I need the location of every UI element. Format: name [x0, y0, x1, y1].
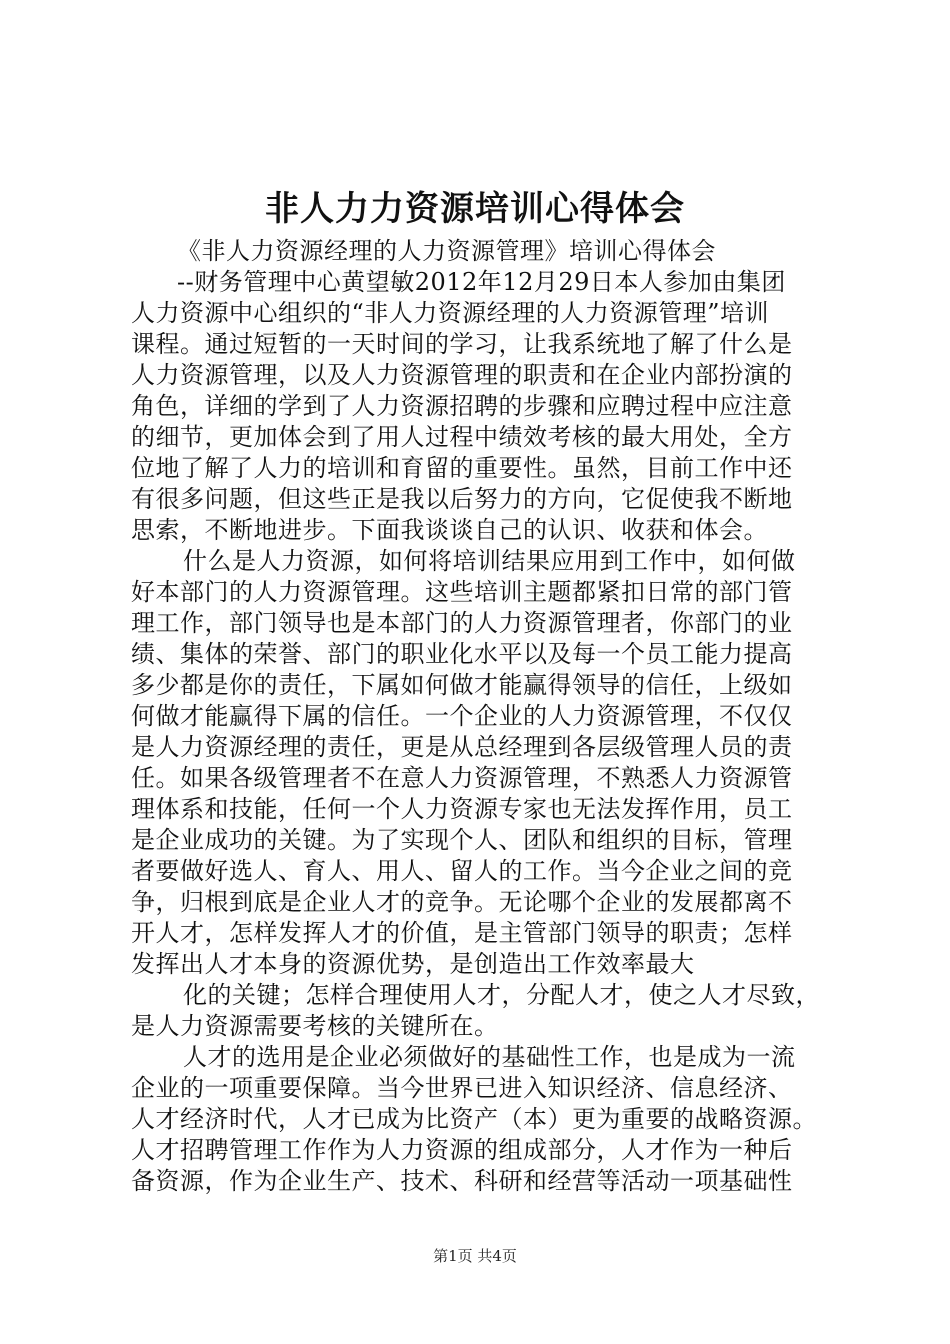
body-line: 理工作，部门领导也是本部门的人力资源管理者，你部门的业	[131, 609, 793, 637]
body-line: 企业的一项重要保障。当今世界已进入知识经济、信息经济、	[131, 1074, 793, 1102]
body-line: 是人力资源需要考核的关键所在。	[131, 1012, 499, 1040]
body-line: 的细节，更加体会到了用人过程中绩效考核的最大用处，全方	[131, 423, 793, 451]
body-line: 是企业成功的关键。为了实现个人、团队和组织的目标，管理	[131, 826, 793, 854]
body-line: 课程。通过短暂的一天时间的学习，让我系统地了解了什么是	[131, 330, 793, 358]
body-line: 位地了解了人力的培训和育留的重要性。虽然，目前工作中还	[131, 454, 793, 482]
body-line: 是人力资源经理的责任，更是从总经理到各层级管理人员的责	[131, 733, 793, 761]
body-line: 好本部门的人力资源管理。这些培训主题都紧扣日常的部门管	[131, 578, 793, 606]
body-line: 备资源，作为企业生产、技术、科研和经营等活动一项基础性	[131, 1167, 793, 1195]
body-line: 有很多问题，但这些正是我以后努力的方向，它促使我不断地	[131, 485, 793, 513]
body-line: 什么是人力资源，如何将培训结果应用到工作中，如何做	[183, 547, 796, 575]
body-line: 争，归根到底是企业人才的竞争。无论哪个企业的发展都离不	[131, 888, 793, 916]
body-line: 思索，不断地进步。下面我谈谈自己的认识、收获和体会。	[131, 516, 768, 544]
body-line: 人力资源管理，以及人力资源管理的职责和在企业内部扮演的	[131, 361, 793, 389]
body-line: 化的关键；怎样合理使用人才，分配人才，使之人才尽致，	[183, 981, 820, 1009]
body-line: 人才经济时代，人才已成为比资产（本）更为重要的战略资源。	[131, 1105, 817, 1133]
body-line: 多少都是你的责任，下属如何做才能赢得领导的信任，上级如	[131, 671, 793, 699]
page-number-footer: 第1页 共4页	[433, 1247, 517, 1265]
document-title: 非人力力资源培训心得体会	[265, 189, 685, 229]
body-line: 何做才能赢得下属的信任。一个企业的人力资源管理，不仅仅	[131, 702, 793, 730]
body-line: 理体系和技能，任何一个人力资源专家也无法发挥作用，员工	[131, 795, 793, 823]
body-line: 绩、集体的荣誉、部门的职业化水平以及每一个员工能力提高	[131, 640, 793, 668]
body-line: 者要做好选人、育人、用人、留人的工作。当今企业之间的竞	[131, 857, 793, 885]
body-line: 任。如果各级管理者不在意人力资源管理，不熟悉人力资源管	[131, 764, 793, 792]
body-line: 人才的选用是企业必须做好的基础性工作，也是成为一流	[183, 1043, 796, 1071]
body-line: 开人才，怎样发挥人才的价值，是主管部门领导的职责；怎样	[131, 919, 793, 947]
body-line: 发挥出人才本身的资源优势，是创造出工作效率最大	[131, 950, 695, 978]
body-line: 《非人力资源经理的人力资源管理》培训心得体会	[177, 237, 716, 265]
body-line: --财务管理中心黄望敏2012年12月29日本人参加由集团	[177, 268, 786, 296]
body-line: 人力资源中心组织的“非人力资源经理的人力资源管理”培训	[131, 299, 770, 327]
body-line: 人才招聘管理工作作为人力资源的组成部分，人才作为一种后	[131, 1136, 793, 1164]
body-line: 角色，详细的学到了人力资源招聘的步骤和应聘过程中应注意	[131, 392, 793, 420]
